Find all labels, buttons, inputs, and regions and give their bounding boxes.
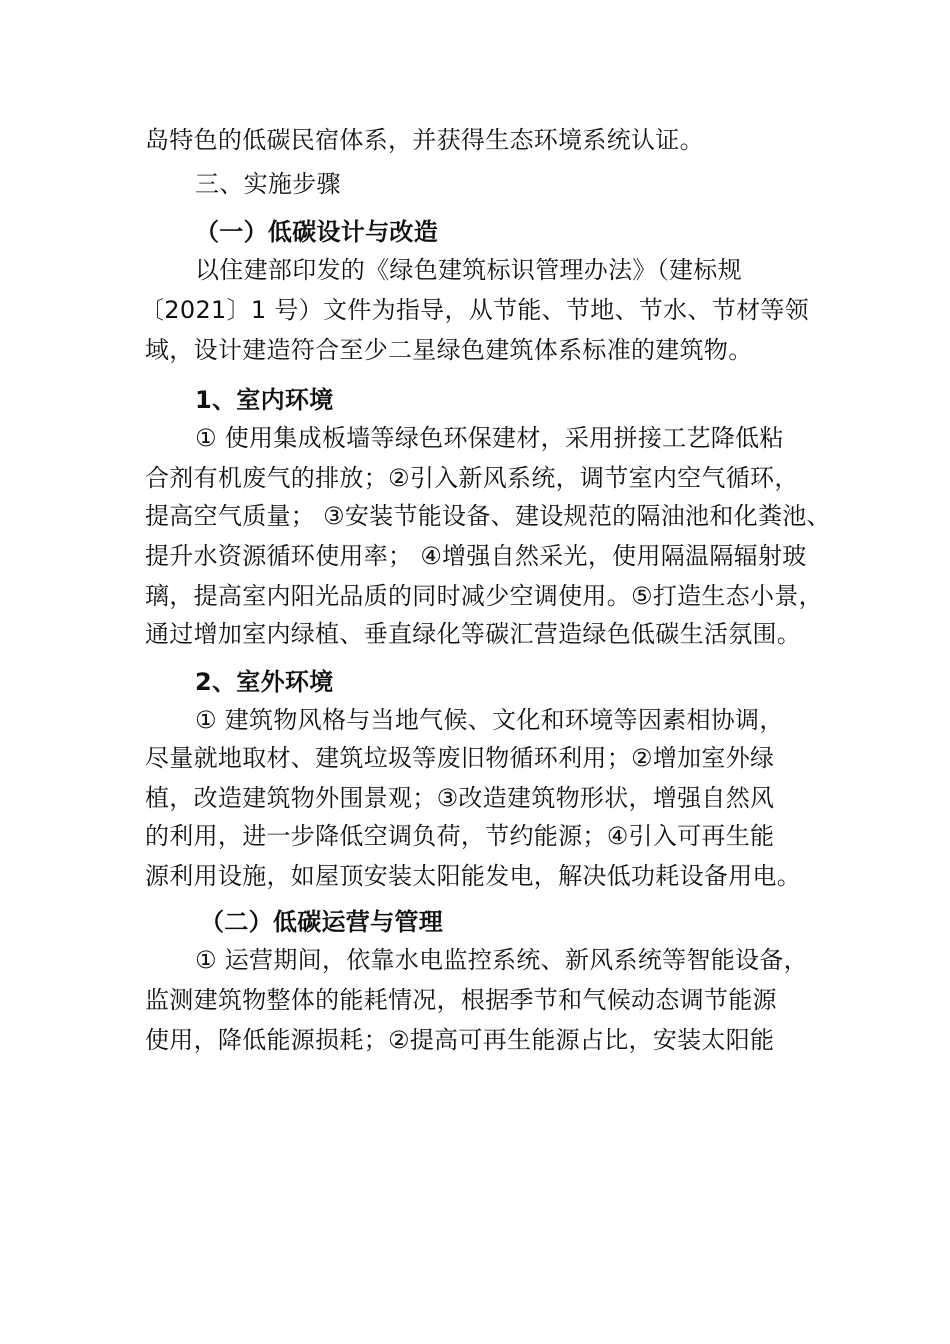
paragraph-line: 提升水资源循环使用率； ④增强自然采光，使用隔温隔辐射玻	[145, 542, 807, 570]
paragraph-line: 璃，提高室内阳光品质的同时减少空调使用。⑤打造生态小景，	[145, 582, 823, 610]
paragraph-line: 通过增加室内绿植、垂直绿化等碳汇营造绿色低碳生活氛围。	[145, 620, 802, 648]
paragraph-line: ① 使用集成板墙等绿色环保建材，采用拼接工艺降低粘	[195, 424, 784, 452]
paragraph-line: 合剂有机废气的排放；②引入新风系统，调节室内空气循环，	[145, 464, 799, 492]
paragraph-line: ① 建筑物风格与当地气候、文化和环境等因素相协调，	[195, 706, 784, 734]
paragraph-line: 使用，降低能源损耗；②提高可再生能源占比，安装太阳能	[145, 1026, 775, 1054]
paragraph-line: 岛特色的低碳民宿体系，并获得生态环境系统认证。	[145, 126, 704, 154]
paragraph-line: 〔2021〕1 号）文件为指导，从节能、节地、节水、节材等领	[140, 296, 809, 324]
paragraph-line: ① 运营期间，依靠水电监控系统、新风系统等智能设备，	[195, 946, 808, 974]
paragraph-line: 监测建筑物整体的能耗情况，根据季节和气候动态调节能源	[145, 986, 777, 1014]
paragraph-line: 以住建部印发的《绿色建筑标识管理办法》（建标规	[195, 256, 742, 284]
subsection-heading: （二）低碳运营与管理	[200, 908, 443, 936]
item-heading: 1、室内环境	[195, 386, 334, 414]
paragraph-line: 尽量就地取材、建筑垃圾等废旧物循环利用；②增加室外绿	[145, 744, 775, 772]
section-heading: 三、实施步骤	[195, 170, 341, 198]
paragraph-line: 提高空气质量； ③安装节能设备、建设规范的隔油池和化粪池、	[145, 502, 831, 530]
paragraph-line: 植，改造建筑物外围景观；③改造建筑物形状，增强自然风	[145, 784, 775, 812]
paragraph-line: 域，设计建造符合至少二星绿色建筑体系标准的建筑物。	[145, 336, 753, 364]
paragraph-line: 的利用，进一步降低空调负荷，节约能源；④引入可再生能	[145, 822, 775, 850]
subsection-heading: （一）低碳设计与改造	[195, 218, 438, 246]
paragraph-line: 源利用设施，如屋顶安装太阳能发电，解决低功耗设备用电。	[145, 862, 802, 890]
item-heading: 2、室外环境	[195, 668, 334, 696]
